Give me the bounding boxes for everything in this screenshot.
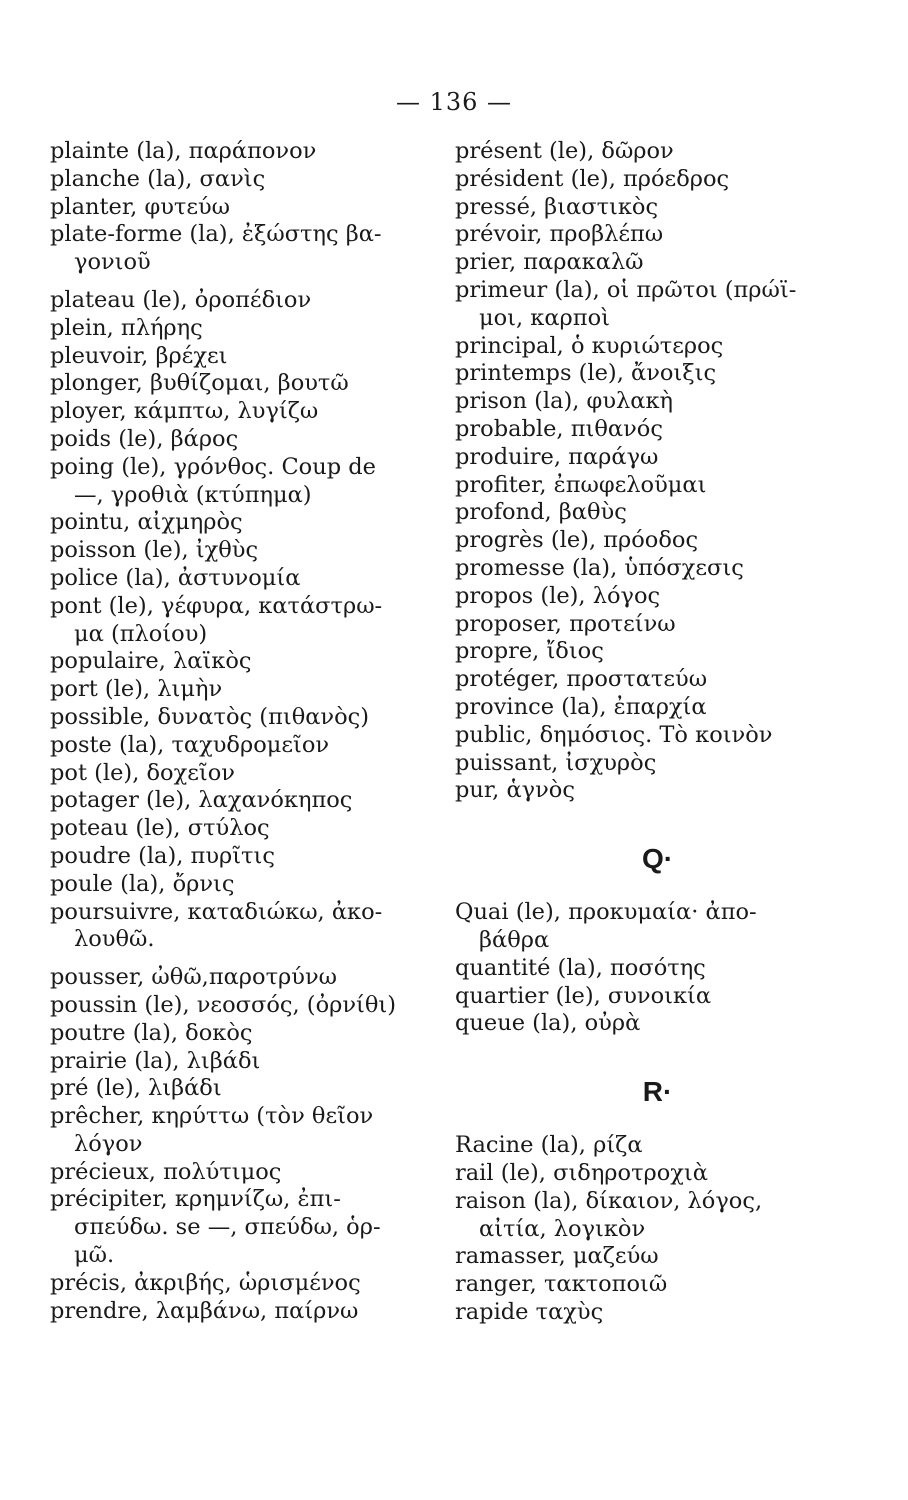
dictionary-entry	[50, 1186, 435, 1269]
dictionary-entry	[50, 1020, 435, 1048]
entry-line: rapide ταχὺς	[455, 1298, 604, 1325]
dictionary-entry	[50, 565, 435, 593]
dictionary-entry	[50, 138, 435, 166]
dictionary-entry	[50, 287, 435, 315]
entry-line: prier, παρακαλῶ	[455, 249, 644, 276]
dictionary-entry	[50, 370, 435, 398]
entry-line: pot (le), δοχεῖον	[50, 759, 235, 786]
entry-line: Quai (le), προκυμαία· ἀπο-	[455, 899, 757, 926]
dictionary-entry	[455, 138, 860, 166]
dictionary-entry	[50, 899, 435, 955]
entries-r	[455, 1132, 860, 1327]
section-letter-q: Q·	[641, 843, 674, 875]
dictionary-entry	[50, 537, 435, 565]
dictionary-entry	[455, 750, 860, 778]
dictionary-entry	[50, 315, 435, 343]
entry-continuation: —, γροθιὰ (κτύπημα)	[74, 481, 312, 508]
dictionary-entry	[50, 1048, 435, 1076]
dictionary-entry	[50, 871, 435, 899]
entry-line: police (la), ἀστυνομία	[50, 564, 301, 591]
entry-line: quartier (le), συνοικία	[455, 982, 712, 1009]
dictionary-entry	[50, 398, 435, 426]
entry-line: queue (la), οὐρὰ	[455, 1010, 641, 1037]
entry-line: quantité (la), ποσότης	[455, 954, 706, 981]
entry-line: public, δημόσιος. Τὸ κοινὸν	[455, 721, 773, 748]
entry-line: président (le), πρόεδρος	[455, 165, 730, 192]
dictionary-entry	[50, 1298, 435, 1326]
entry-line: poids (le), βάρος	[50, 425, 239, 452]
dictionary-entry	[50, 732, 435, 760]
entry-line: ranger, τακτοποιῶ	[455, 1271, 668, 1298]
page-number: — 136 —	[395, 88, 513, 116]
entry-continuation: λουθῶ.	[74, 926, 155, 953]
dictionary-entry	[455, 166, 860, 194]
dictionary-entry	[455, 611, 860, 639]
entry-line: pur, ἁγνὸς	[455, 777, 575, 804]
dictionary-entry	[50, 166, 435, 194]
entry-line: précieux, πολύτιμος	[50, 1158, 282, 1185]
dictionary-entry	[455, 388, 860, 416]
entry-line: poing (le), γρόνθος. Coup de	[50, 453, 376, 480]
dictionary-entry	[455, 416, 860, 444]
dictionary-entry	[455, 899, 860, 955]
entry-line: pousser, ὠθῶ,παροτρύνω	[50, 964, 337, 991]
dictionary-entry	[455, 666, 860, 694]
entry-line: poisson (le), ἰχθὺς	[50, 537, 259, 564]
dictionary-entry	[455, 638, 860, 666]
entry-line: précipiter, κρημνίζω, ἐπι-	[50, 1186, 341, 1213]
right-column	[455, 138, 860, 1327]
dictionary-entry	[50, 1075, 435, 1103]
entry-line: poudre (la), πυρῖτις	[50, 842, 275, 869]
dictionary-entry	[455, 221, 860, 249]
dictionary-entry	[50, 815, 435, 843]
dictionary-entry	[455, 472, 860, 500]
entry-continuation: λόγον	[74, 1130, 143, 1157]
dictionary-entry	[455, 1188, 860, 1244]
entry-line: plein, πλήρης	[50, 314, 203, 341]
dictionary-entry	[50, 676, 435, 704]
dictionary-entry	[455, 1271, 860, 1299]
entry-line: produire, παράγω	[455, 443, 659, 470]
entry-line: plateau (le), ὀροπέδιον	[50, 286, 312, 313]
entry-line: prêcher, κηρύττω (τὸν θεῖον	[50, 1103, 374, 1130]
dictionary-entry	[50, 964, 435, 992]
entry-line: pointu, αἰχμηρὸς	[50, 509, 243, 536]
entry-line: primeur (la), οἱ πρῶτοι (πρώϊ-	[455, 276, 797, 303]
entry-line: printemps (le), ἄνοιξις	[455, 360, 717, 387]
entry-line: poursuivre, καταδιώκω, ἀκο-	[50, 898, 383, 925]
dictionary-entry	[455, 249, 860, 277]
dictionary-entry	[455, 694, 860, 722]
dictionary-entry	[455, 333, 860, 361]
dictionary-entry	[455, 277, 860, 333]
entry-line: rail (le), σιδηροτροχιὰ	[455, 1159, 708, 1186]
entry-line: profond, βαθὺς	[455, 499, 627, 526]
entry-line: poule (la), ὄρνις	[50, 870, 235, 897]
entry-line: pré (le), λιβάδι	[50, 1075, 222, 1102]
entry-line: profiter, ἐπωφελοῦμαι	[455, 471, 707, 498]
dictionary-entry	[50, 648, 435, 676]
dictionary-entry	[455, 722, 860, 750]
entry-line: port (le), λιμὴν	[50, 676, 223, 703]
entry-line: proposer, προτείνω	[455, 610, 676, 637]
dictionary-entry	[50, 843, 435, 871]
entry-line: ployer, κάμπτω, λυγίζω	[50, 398, 319, 425]
dictionary-entry	[455, 777, 860, 805]
entry-line: propos (le), λόγος	[455, 582, 661, 609]
dictionary-entry	[50, 704, 435, 732]
dictionary-entry	[455, 955, 860, 983]
dictionary-entry	[455, 1243, 860, 1271]
dictionary-entry	[50, 992, 435, 1020]
dictionary-entry	[50, 194, 435, 222]
entry-line: prévoir, προβλέπω	[455, 221, 664, 248]
entry-line: prison (la), φυλακὴ	[455, 388, 673, 415]
dictionary-entry	[455, 1160, 860, 1188]
dictionary-entry	[50, 1270, 435, 1298]
entry-continuation: μῶ.	[74, 1242, 115, 1269]
entry-line: puissant, ἰσχυρὸς	[455, 749, 657, 776]
dictionary-entry	[455, 555, 860, 583]
entry-line: populaire, λαϊκὸς	[50, 648, 252, 675]
entries-q	[455, 899, 860, 1038]
dictionary-entry	[50, 509, 435, 537]
dictionary-entry	[50, 593, 435, 649]
left-column	[50, 138, 435, 1325]
entry-line: plate-forme (la), ἐξώστης βα-	[50, 221, 382, 248]
entry-line: Racine (la), ρίζα	[455, 1132, 643, 1159]
entry-continuation: σπεύδω. se —, σπεύδω, ὁρ-	[74, 1214, 381, 1241]
entry-line: prendre, λαμβάνω, παίρνω	[50, 1297, 359, 1324]
dictionary-entry	[455, 1299, 860, 1327]
entry-line: potager (le), λαχανόκηπος	[50, 787, 353, 814]
entry-line: présent (le), δῶρον	[455, 138, 674, 164]
entry-line: principal, ὁ κυριώτερος	[455, 332, 724, 359]
dictionary-entry	[50, 760, 435, 788]
dictionary-entry	[50, 1159, 435, 1187]
entry-line: province (la), ἐπαρχία	[455, 693, 707, 720]
dictionary-entry	[455, 983, 860, 1011]
dictionary-entry	[50, 343, 435, 371]
dictionary-entry	[455, 499, 860, 527]
entry-line: poussin (le), νεοσσός, (ὀρνίθι)	[50, 991, 396, 1018]
entry-line: probable, πιθανός	[455, 415, 663, 442]
dictionary-entry	[455, 444, 860, 472]
dictionary-entry	[455, 1132, 860, 1160]
entry-line: poutre (la), δοκὸς	[50, 1019, 253, 1046]
entry-line: possible, δυνατὸς (πιθανὸς)	[50, 703, 370, 730]
entry-continuation: βάθρα	[479, 926, 550, 953]
entry-continuation: μα (πλοίου)	[74, 620, 208, 647]
entry-line: promesse (la), ὑπόσχεσις	[455, 554, 744, 581]
entries-p-continued	[455, 138, 860, 805]
entry-line: poteau (le), στύλος	[50, 815, 270, 842]
entry-line: planter, φυτεύω	[50, 193, 231, 220]
entry-line: pressé, βιαστικὸς	[455, 193, 659, 220]
entry-line: poste (la), ταχυδρομεῖον	[50, 731, 330, 758]
dictionary-entry	[455, 583, 860, 611]
entry-line: plonger, βυθίζομαι, βουτῶ	[50, 370, 349, 397]
entry-line: planche (la), σανὶς	[50, 165, 266, 192]
entry-line: pont (le), γέφυρα, κατάστρω-	[50, 592, 383, 619]
entry-line: ramasser, μαζεύω	[455, 1243, 659, 1270]
dictionary-entry	[50, 787, 435, 815]
entry-line: plainte (la), παράπονον	[50, 138, 317, 164]
entry-continuation: γονιοῦ	[74, 249, 151, 276]
entry-line: prairie (la), λιβάδι	[50, 1047, 261, 1074]
entry-line: pleuvoir, βρέχει	[50, 342, 228, 369]
dictionary-entry	[50, 454, 435, 510]
dictionary-entry	[50, 221, 435, 277]
entry-line: progrès (le), πρόοδος	[455, 527, 699, 554]
dictionary-entry	[50, 1103, 435, 1159]
entry-line: propre, ἴδιος	[455, 638, 604, 665]
dictionary-entry	[455, 194, 860, 222]
entry-line: protéger, προστατεύω	[455, 666, 708, 693]
dictionary-entry	[455, 360, 860, 388]
section-letter-r: R·	[642, 1076, 673, 1108]
dictionary-entry	[50, 426, 435, 454]
dictionary-entry	[455, 527, 860, 555]
entry-continuation: αἰτία, λογικὸν	[479, 1215, 646, 1242]
entry-line: raison (la), δίκαιον, λόγος,	[455, 1187, 763, 1214]
dictionary-entry	[455, 1010, 860, 1038]
entry-line: précis, ἀκριβής, ὡρισμένος	[50, 1269, 361, 1296]
entry-continuation: μοι, καρποὶ	[479, 304, 610, 331]
